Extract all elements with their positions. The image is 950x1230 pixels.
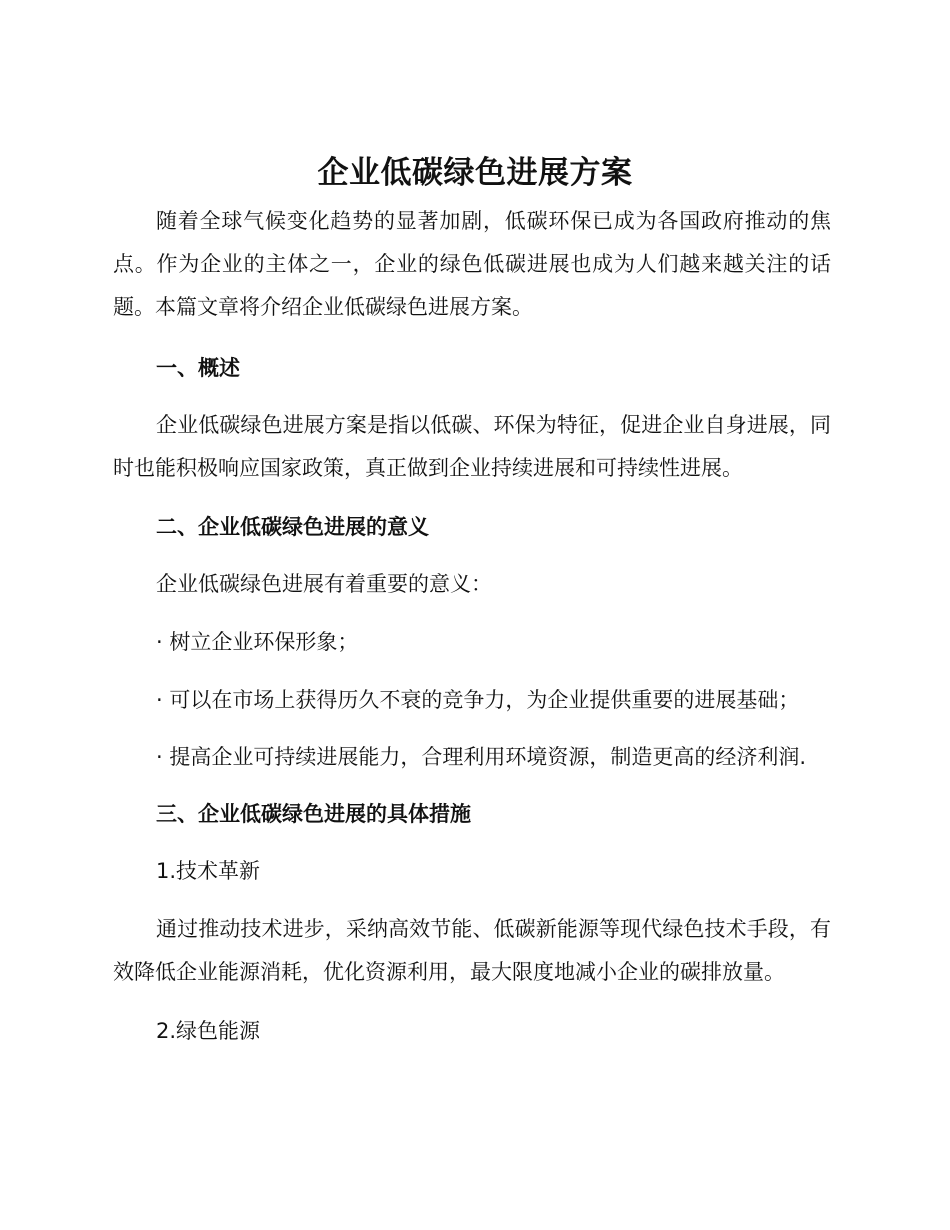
- significance-intro: 企业低碳绿色进展有着重要的意义：: [156, 572, 492, 596]
- intro-paragraph: 随着全球气候变化趋势的显著加剧，低碳环保已成为各国政府推动的焦点。作为企业的主体之一，企业的绿色低碳进展也成为人们越来越关注的话题。本篇文章将介绍企业低碳绿色进展方案。: [113, 209, 831, 319]
- bullet-item: · 可以在市场上获得历久不衰的竞争力，为企业提供重要的进展基础；: [156, 688, 800, 712]
- bullet-item: · 树立企业环保形象；: [156, 630, 359, 654]
- subsection-heading-energy: 2.绿色能源: [156, 1019, 261, 1043]
- document-title: 企业低碳绿色进展方案: [317, 155, 633, 191]
- tech-paragraph: 通过推动技术进步，采纳高效节能、低碳新能源等现代绿色技术手段，有效降低企业能源消耗，优化资源利用，最大限度地减小企业的碳排放量。: [113, 917, 831, 984]
- section-heading-significance: 二、企业低碳绿色进展的意义: [156, 515, 429, 539]
- subsection-heading-tech: 1.技术革新: [156, 859, 261, 883]
- section-heading-measures: 三、企业低碳绿色进展的具体措施: [156, 802, 471, 826]
- bullet-item: · 提高企业可持续进展能力，合理利用环境资源，制造更高的经济利润.: [156, 745, 807, 769]
- overview-paragraph: 企业低碳绿色进展方案是指以低碳、环保为特征，促进企业自身进展，同时也能积极响应国家政策，真正做到企业持续进展和可持续性进展。: [113, 413, 831, 480]
- section-heading-overview: 一、概述: [156, 356, 240, 380]
